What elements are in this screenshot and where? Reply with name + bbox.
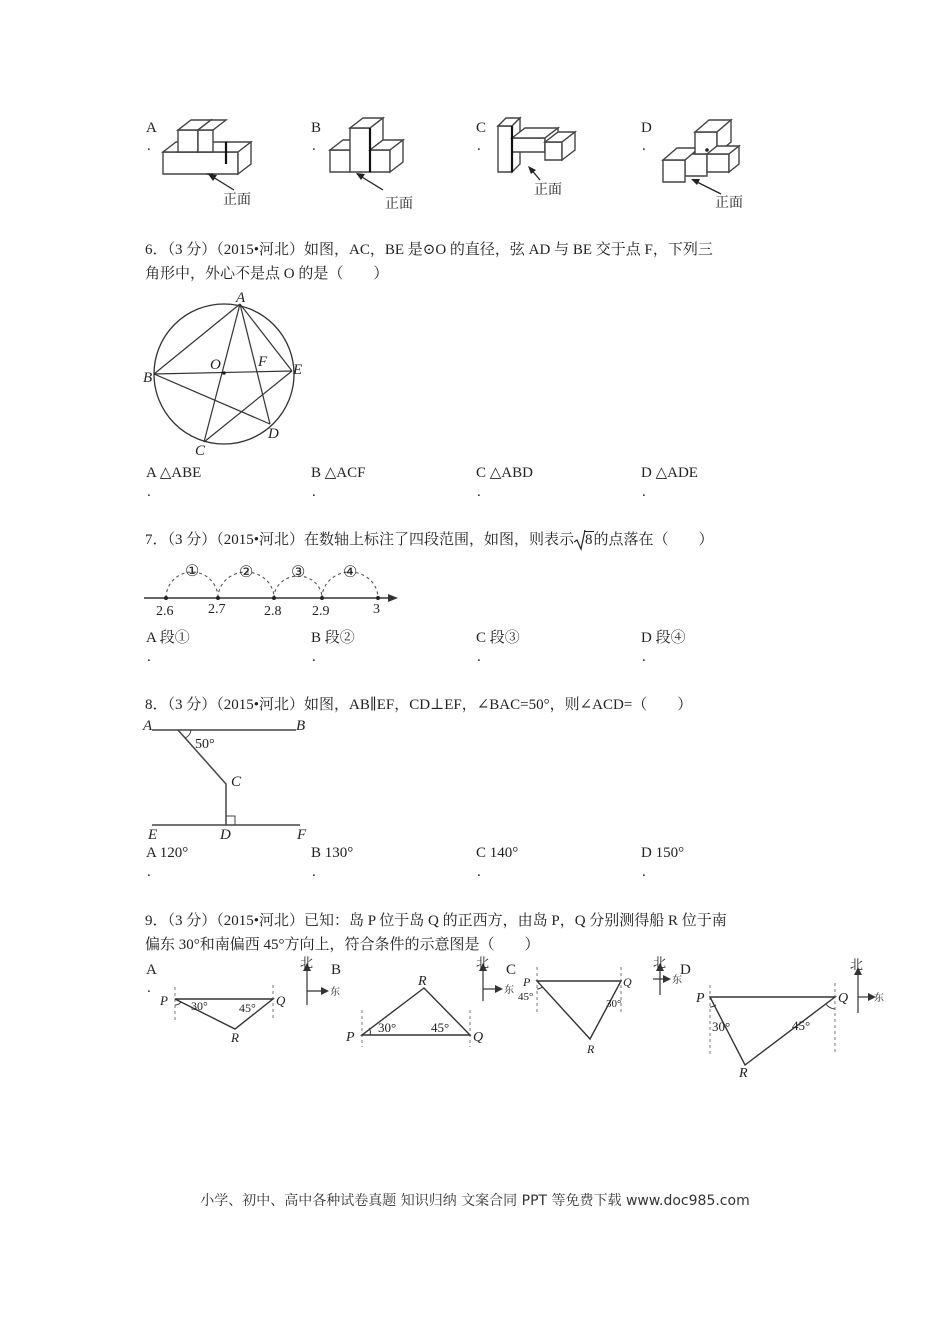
q6-option-b-dot: . xyxy=(312,484,316,500)
q7-option-a[interactable] xyxy=(146,628,190,648)
q5-figure-b xyxy=(325,112,435,212)
q7-stem xyxy=(145,528,714,552)
q5-option-d-letter[interactable]: D xyxy=(641,120,652,136)
q8-option-d[interactable] xyxy=(641,843,684,863)
q8-label-c: C xyxy=(231,774,242,790)
q5-b-front-label: 正面 xyxy=(385,197,413,212)
q7-option-b[interactable] xyxy=(311,628,355,648)
q5-figure-d xyxy=(655,112,765,212)
q8-stem: 8．（3 分）（2015•河北）如图，AB∥EF，CD⊥EF，∠BAC=50°，则∠ACD=（ ） xyxy=(145,697,693,713)
page-footer: 小学、初中、高中各种试卷真题 知识归纳 文案合同 PPT 等免费下载 www.doc985.com xyxy=(200,1193,750,1209)
q6-option-b[interactable] xyxy=(311,463,365,483)
q9-b-r: R xyxy=(418,974,427,989)
q9-a-p: P xyxy=(160,993,168,1008)
q6-option-d-text: △ADE xyxy=(655,465,698,481)
q9-figure-b xyxy=(340,955,530,1055)
q5-option-b-letter[interactable]: B xyxy=(311,120,322,136)
q9-d-q: Q xyxy=(838,991,849,1006)
q7-tick-1: 2.7 xyxy=(208,602,226,617)
q7-option-a-text: 段① xyxy=(159,630,190,646)
q7-option-d-dot: . xyxy=(642,649,646,665)
q8-label-a: A xyxy=(143,718,153,734)
q5-option-c-letter[interactable]: C xyxy=(476,120,487,136)
q9-stem-line1: 9．（3 分）（2015•河北）已知：岛 P 位于岛 Q 的正西方，由岛 P，Q 分别测得船 R 位于南 xyxy=(145,913,727,929)
q7-option-c-dot: . xyxy=(477,649,481,665)
q9-d-angle1: 30° xyxy=(712,1019,731,1034)
q8-option-c-dot: . xyxy=(477,864,481,880)
q7-option-a-dot: . xyxy=(147,649,151,665)
q7-segment-1: ① xyxy=(185,563,200,580)
q7-tick-4: 3 xyxy=(373,602,380,617)
q8-option-c-text: 140° xyxy=(489,845,519,861)
q6-label-c: C xyxy=(195,443,206,459)
q6-stem-line2: 角形中，外心不是点 O 的是（ ） xyxy=(145,266,389,282)
q9-b-compass xyxy=(476,955,517,1001)
q6-option-a-dot: . xyxy=(147,484,151,500)
q9-a-north: 北 xyxy=(300,955,314,970)
q8-option-b[interactable] xyxy=(311,843,353,863)
q8-option-c[interactable] xyxy=(476,843,518,863)
q6-label-b: B xyxy=(143,370,153,386)
q6-label-e: E xyxy=(293,362,303,378)
q7-text-after: 的点落在（ ） xyxy=(593,532,714,548)
q5-c-front-label: 正面 xyxy=(534,183,562,198)
q6-option-d-dot: . xyxy=(642,484,646,500)
q6-label-f: F xyxy=(258,354,268,370)
q8-angle-label: 50° xyxy=(195,737,215,752)
q9-c-r: R xyxy=(587,1042,595,1055)
q7-option-c-letter: C xyxy=(476,630,487,646)
q9-figure-c xyxy=(515,955,690,1055)
q9-b-q: Q xyxy=(473,1030,484,1045)
q9-option-a-dot: . xyxy=(147,980,151,996)
q8-option-d-text: 150° xyxy=(655,845,685,861)
q6-label-o: O xyxy=(210,357,221,373)
q7-option-b-dot: . xyxy=(312,649,316,665)
q9-figure-d xyxy=(690,955,884,1080)
q6-option-c-letter: C xyxy=(476,465,487,481)
q9-option-b-letter[interactable]: B xyxy=(331,962,342,978)
q9-d-north: 北 xyxy=(850,957,864,972)
q9-a-east: 东 xyxy=(330,987,340,998)
q7-segment-3: ③ xyxy=(291,564,306,581)
q9-a-r: R xyxy=(231,1030,239,1045)
q9-b-north: 北 xyxy=(476,955,490,970)
q7-option-c[interactable] xyxy=(476,628,520,648)
q7-option-b-text: 段② xyxy=(324,630,355,646)
q8-label-f: F xyxy=(297,827,307,843)
q9-a-compass xyxy=(300,955,340,1005)
q5-option-c-dot: . xyxy=(477,138,481,154)
q6-option-a-letter: A xyxy=(146,465,157,481)
q6-option-a[interactable] xyxy=(146,463,201,483)
q9-a-angle1: 30° xyxy=(191,999,208,1013)
q6-option-d-letter: D xyxy=(641,465,652,481)
q7-number-line xyxy=(140,558,410,620)
q6-stem-line1: 6．（3 分）（2015•河北）如图，AC，BE 是⊙O 的直径，弦 AD 与 BE 交于点 F，下列三 xyxy=(145,242,713,258)
q8-label-e: E xyxy=(148,827,158,843)
q6-option-d[interactable] xyxy=(641,463,698,483)
q8-option-a-letter: A xyxy=(146,845,157,861)
q9-option-a-letter[interactable]: A xyxy=(146,962,157,978)
q8-parallel-figure xyxy=(140,712,320,844)
q7-option-d[interactable] xyxy=(641,628,686,648)
q7-segment-4: ④ xyxy=(343,564,358,581)
q8-option-d-letter: D xyxy=(641,845,652,861)
q6-option-c-dot: . xyxy=(477,484,481,500)
q6-circle-figure xyxy=(140,292,310,460)
q9-b-angle2: 45° xyxy=(431,1020,450,1035)
q9-c-q: Q xyxy=(623,975,632,989)
q9-c-p: P xyxy=(523,975,531,989)
q6-option-b-letter: B xyxy=(311,465,322,481)
q9-d-r: R xyxy=(739,1066,748,1080)
q9-option-c-letter[interactable]: C xyxy=(506,962,517,978)
q6-option-a-text: △ABE xyxy=(159,465,202,481)
q9-c-angle1: 45° xyxy=(518,991,534,1003)
q9-option-d-letter[interactable]: D xyxy=(680,962,691,978)
q7-option-d-letter: D xyxy=(641,630,652,646)
q6-option-c-text: △ABD xyxy=(489,465,533,481)
q7-text-before: 7．（3 分）（2015•河北）在数轴上标注了四段范围，如图，则表示 xyxy=(145,532,575,548)
q5-option-a-dot: . xyxy=(147,138,151,154)
q9-figure-a xyxy=(155,955,345,1055)
q6-option-c[interactable] xyxy=(476,463,533,483)
q7-tick-3: 2.9 xyxy=(312,604,330,619)
q9-b-angle1: 30° xyxy=(378,1020,397,1035)
q9-c-east: 东 xyxy=(672,975,682,986)
q8-option-a-dot: . xyxy=(147,864,151,880)
q8-option-d-dot: . xyxy=(642,864,646,880)
q9-c-angle2: 30° xyxy=(606,998,622,1010)
q5-option-b-dot: . xyxy=(312,138,316,154)
q9-d-compass xyxy=(850,957,884,1013)
q8-option-a[interactable] xyxy=(146,843,188,863)
q9-a-q: Q xyxy=(276,993,286,1008)
q7-option-c-text: 段③ xyxy=(489,630,520,646)
q9-d-east: 东 xyxy=(874,993,884,1004)
q9-d-angle2: 45° xyxy=(792,1018,811,1033)
q8-option-a-text: 120° xyxy=(159,845,189,861)
q9-b-east: 东 xyxy=(504,985,514,996)
q7-sqrt xyxy=(574,528,594,552)
q9-c-north: 北 xyxy=(653,955,667,970)
q7-option-d-text: 段④ xyxy=(655,630,686,646)
q7-tick-0: 2.6 xyxy=(156,604,174,619)
q5-figure-c xyxy=(490,112,600,212)
q6-label-a: A xyxy=(236,292,246,306)
q8-option-b-text: 130° xyxy=(324,845,354,861)
q7-option-b-letter: B xyxy=(311,630,322,646)
q8-label-b: B xyxy=(296,718,306,734)
q8-option-b-dot: . xyxy=(312,864,316,880)
q8-option-c-letter: C xyxy=(476,845,487,861)
q5-option-a-letter[interactable]: A xyxy=(146,120,157,136)
q5-a-front-label: 正面 xyxy=(223,193,251,208)
q9-d-p: P xyxy=(696,991,705,1006)
q9-c-compass xyxy=(653,955,682,995)
q6-label-d: D xyxy=(268,426,279,442)
q8-label-d: D xyxy=(220,827,231,843)
q7-radicand: 8 xyxy=(585,532,593,548)
q7-segment-2: ② xyxy=(239,564,254,581)
q8-option-b-letter: B xyxy=(311,845,322,861)
q7-option-a-letter: A xyxy=(146,630,157,646)
q5-d-front-label: 正面 xyxy=(715,196,743,211)
q9-b-p: P xyxy=(346,1030,355,1045)
q6-option-b-text: △ACF xyxy=(324,465,366,481)
q5-figure-a xyxy=(158,112,268,212)
q9-stem-line2: 偏东 30°和南偏西 45°方向上，符合条件的示意图是（ ） xyxy=(145,937,540,953)
q5-option-d-dot: . xyxy=(642,138,646,154)
q9-a-angle2: 45° xyxy=(239,1001,256,1015)
q7-tick-2: 2.8 xyxy=(264,604,282,619)
